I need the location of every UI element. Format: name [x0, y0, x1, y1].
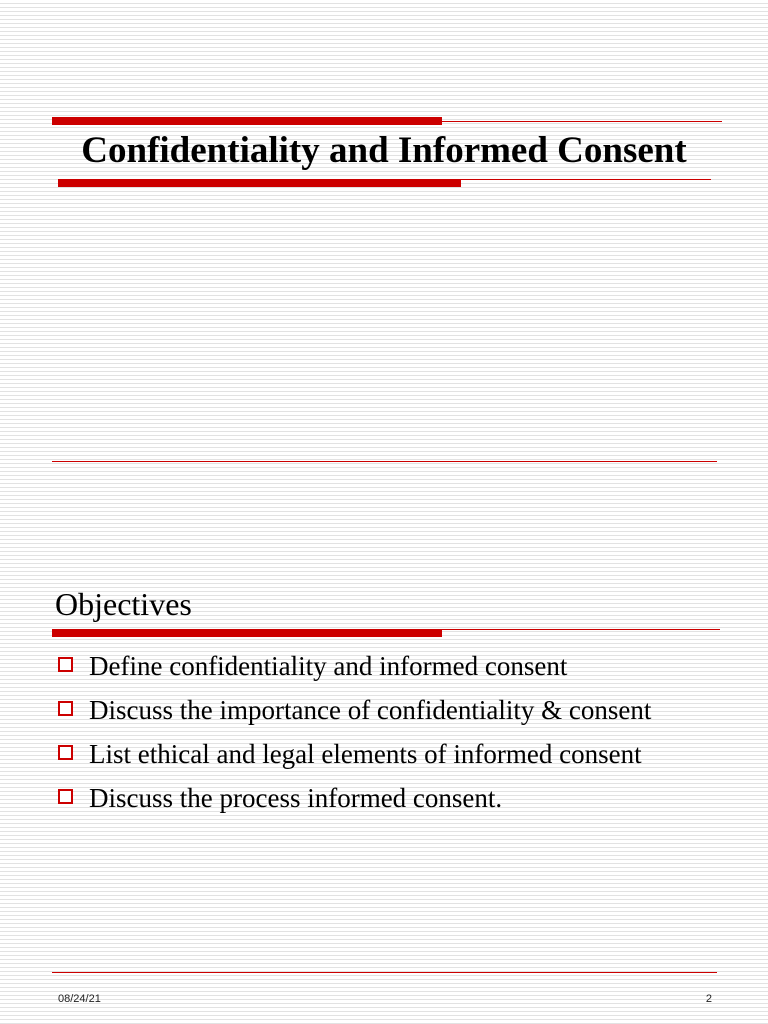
footer-date: 08/24/21: [58, 993, 101, 1005]
list-item-text: List ethical and legal elements of informed consent: [89, 739, 642, 769]
square-bullet-icon: [58, 745, 73, 760]
list-item-text: Discuss the importance of confidentiality & consent: [89, 695, 652, 725]
slide-divider-line: [52, 461, 717, 462]
title-bottom-accent-line: [58, 179, 711, 180]
title-bottom-accent-bar: [58, 179, 461, 187]
heading-accent-bar: [52, 629, 442, 637]
footer-divider-line: [52, 972, 717, 973]
square-bullet-icon: [58, 789, 73, 804]
square-bullet-icon: [58, 701, 73, 716]
square-bullet-icon: [58, 657, 73, 672]
heading-accent-line: [52, 629, 720, 630]
list-item-text: Define confidentiality and informed consent: [89, 651, 568, 681]
list-item: [58, 692, 728, 728]
list-item: [58, 648, 728, 684]
list-item-text: Discuss the process informed consent.: [89, 783, 503, 813]
slide-title: Confidentiality and Informed Consent: [81, 130, 687, 171]
title-top-accent-line: [52, 121, 722, 122]
list-item: [58, 736, 728, 772]
objectives-slide: [0, 512, 768, 1024]
objectives-list: [58, 648, 728, 824]
list-item: [58, 780, 728, 816]
objectives-heading: Objectives: [55, 586, 192, 622]
footer-page-number: 2: [705, 993, 712, 1005]
